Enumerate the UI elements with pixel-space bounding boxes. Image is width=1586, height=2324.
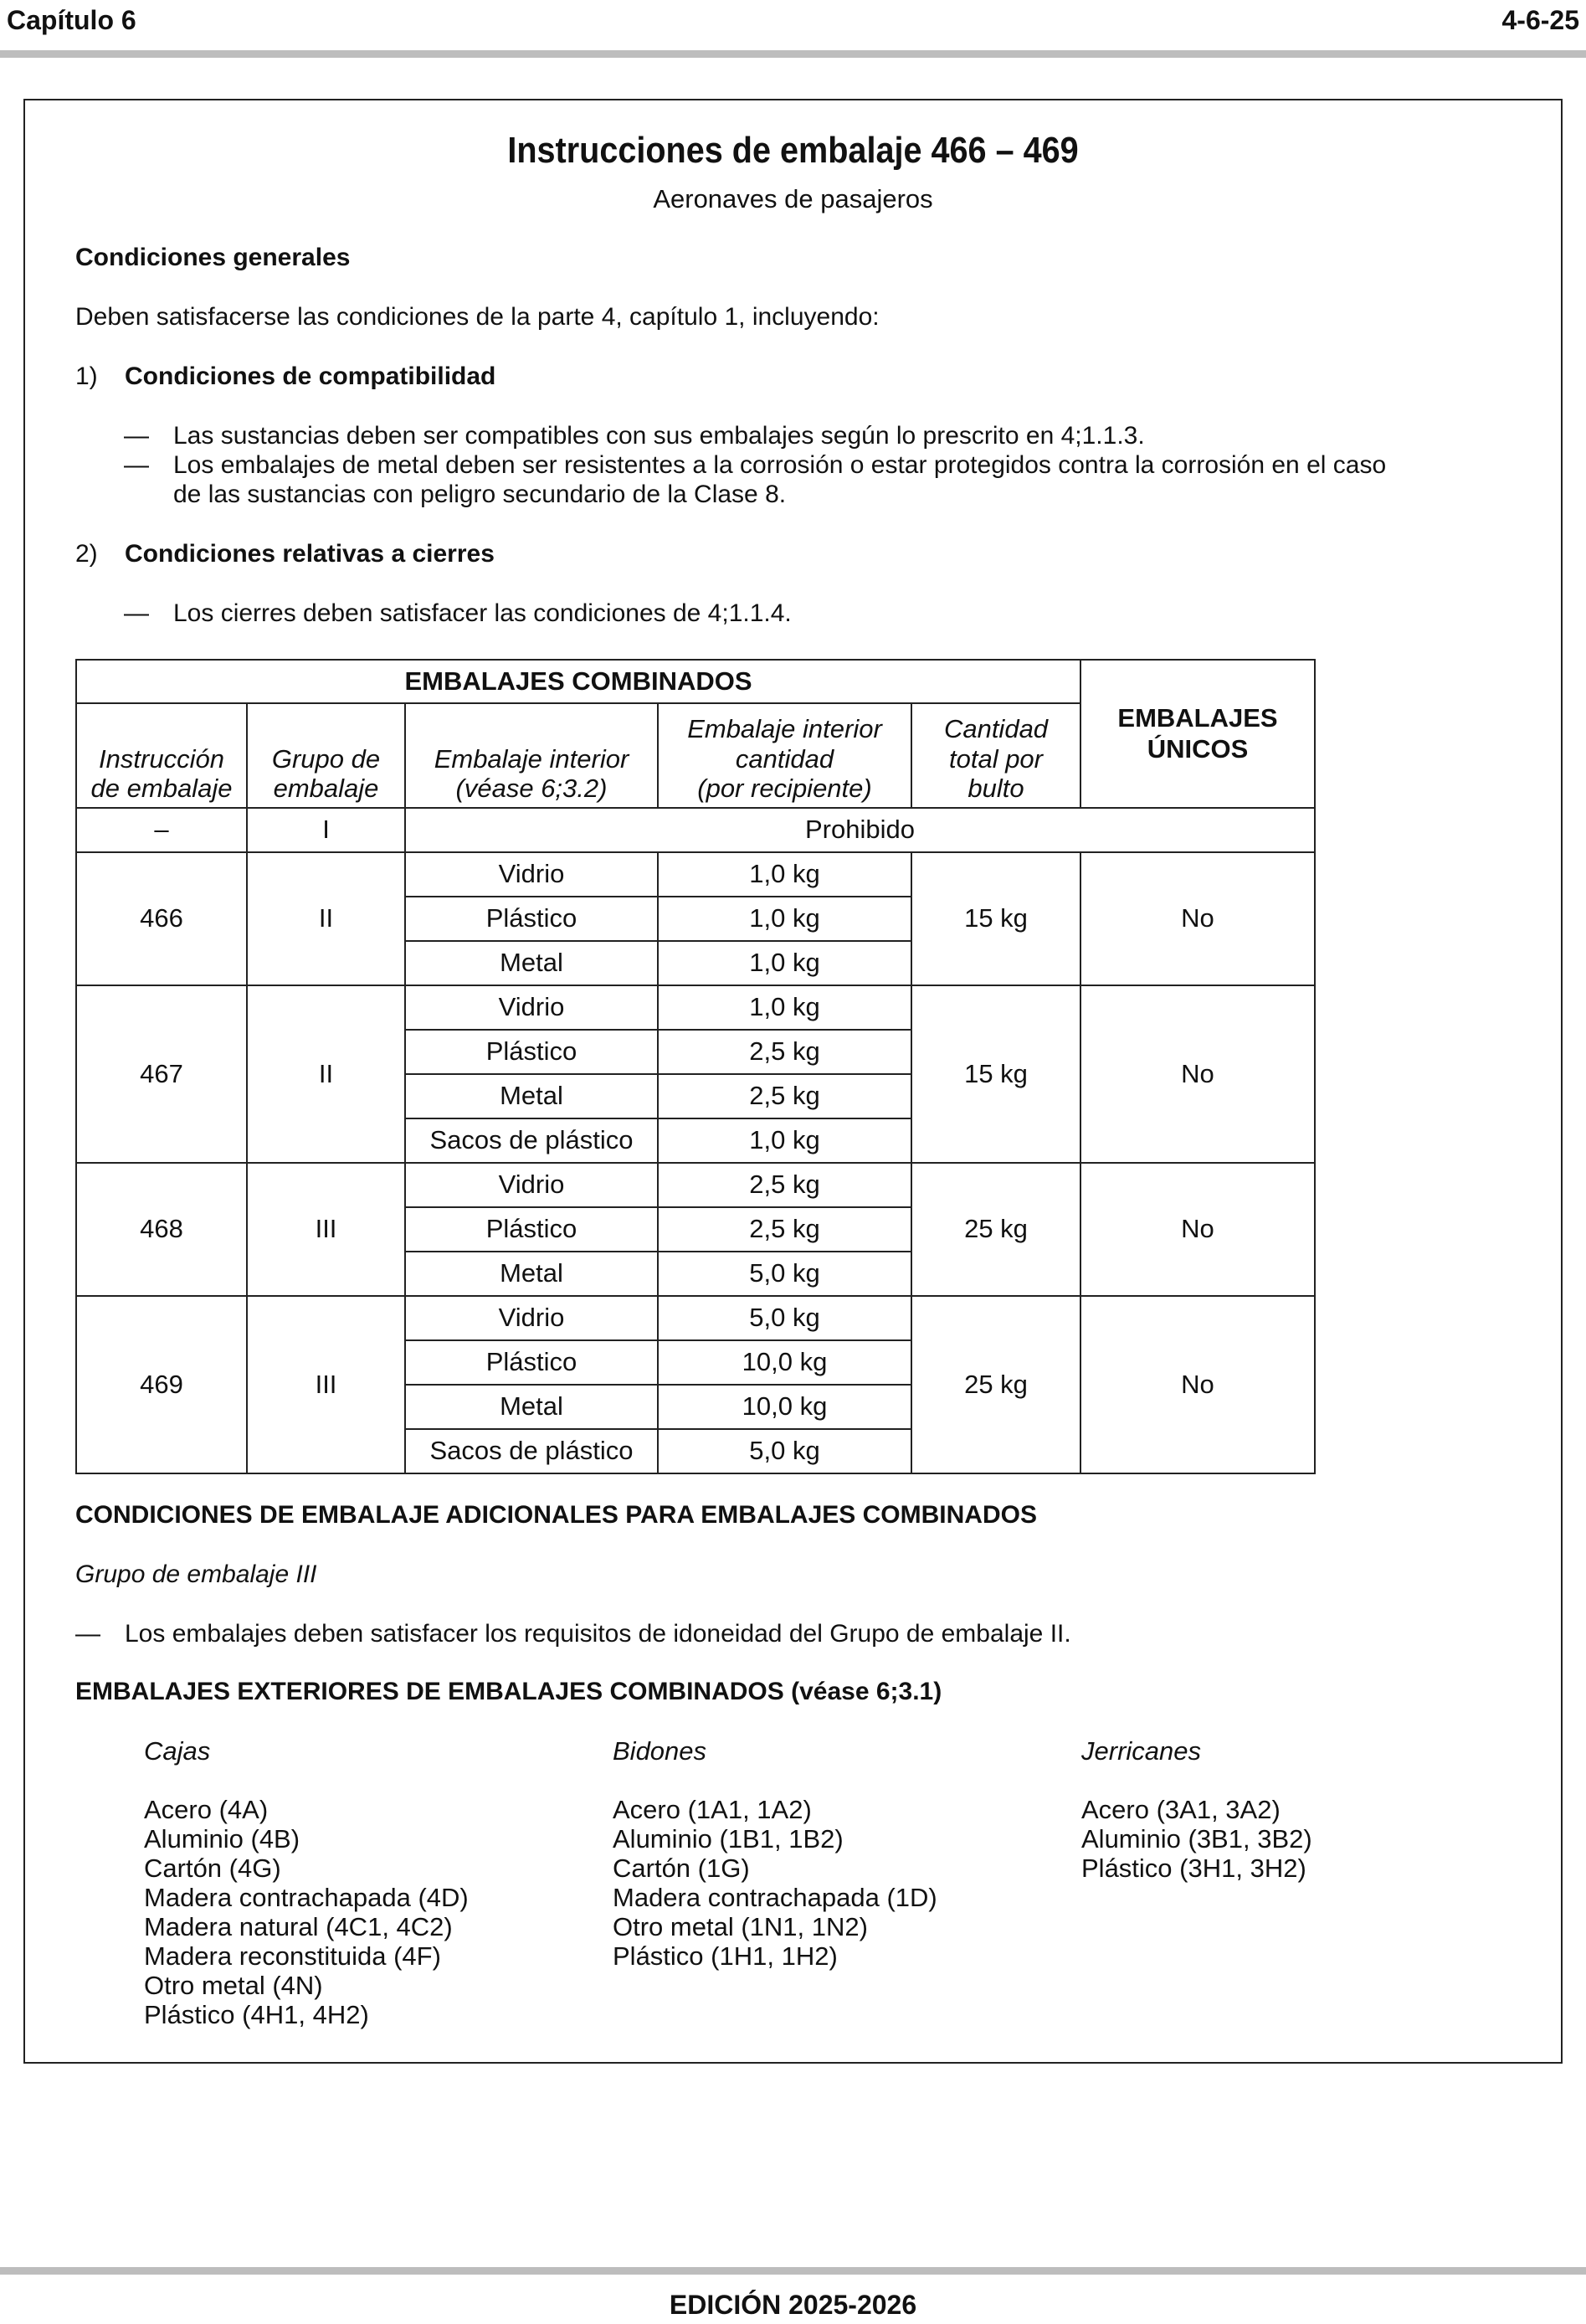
inner-quantity: 1,0 kg — [658, 852, 911, 897]
col-inner-header — [405, 703, 658, 808]
closure-bullet-1: Los cierres deben satisfacer las condiciones de 4;1.1.4. — [173, 599, 792, 627]
inner-quantity: 5,0 kg — [658, 1252, 911, 1296]
header-line: Cantidad — [943, 714, 1049, 744]
list-item: Acero (3A1, 3A2) — [1081, 1795, 1281, 1824]
list-item: Aluminio (3B1, 3B2) — [1081, 1824, 1312, 1854]
total-per-package: 25 kg — [911, 1163, 1080, 1296]
page-subtitle: Aeronaves de pasajeros — [653, 184, 933, 213]
header-line: de embalaje — [90, 774, 233, 804]
packing-table — [75, 659, 1316, 1474]
list-item: Acero (1A1, 1A2) — [613, 1795, 812, 1824]
packing-instruction-box — [23, 99, 1563, 2064]
table-row — [76, 1296, 1315, 1340]
header-line: cantidad — [735, 743, 834, 774]
inner-quantity: 1,0 kg — [658, 1118, 911, 1163]
single-packagings: No — [1080, 1163, 1315, 1296]
outer-column-drums — [613, 1736, 937, 1971]
outer-column-title: Cajas — [144, 1736, 211, 1766]
single-packagings: No — [1080, 985, 1315, 1163]
list-item: Aluminio (4B) — [144, 1824, 300, 1854]
instruction-number: 466 — [76, 852, 247, 985]
header-line: Instrucción — [99, 743, 224, 774]
inner-packaging: Sacos de plástico — [405, 1118, 658, 1163]
inner-packaging: Plástico — [405, 1340, 658, 1385]
inner-quantity: 2,5 kg — [658, 1207, 911, 1252]
list-item: Plástico (1H1, 1H2) — [613, 1941, 838, 1971]
inner-quantity: 1,0 kg — [658, 897, 911, 941]
inner-packaging: Plástico — [405, 1030, 658, 1074]
instruction-number: 469 — [76, 1296, 247, 1473]
table-row — [76, 985, 1315, 1030]
item2-number: 2) — [75, 540, 98, 568]
item1-number: 1) — [75, 362, 98, 390]
list-item: Madera contrachapada (4D) — [144, 1883, 469, 1912]
forbidden-instruction: – — [76, 808, 247, 852]
edition-footer: EDICIÓN 2025-2026 — [669, 2290, 917, 2320]
packing-group: II — [247, 852, 405, 985]
page-number: 4-6-25 — [1501, 5, 1579, 35]
list-item: Cartón (1G) — [613, 1854, 750, 1883]
packing-group: II — [247, 985, 405, 1163]
single-packagings: No — [1080, 1296, 1315, 1473]
item2-title: Condiciones relativas a cierres — [125, 540, 495, 568]
packing-group: III — [247, 1163, 405, 1296]
combined-packagings-header: EMBALAJES COMBINADOS — [76, 660, 1080, 703]
inner-packaging: Plástico — [405, 897, 658, 941]
table-row-forbidden — [76, 808, 1315, 852]
inner-packaging: Vidrio — [405, 1163, 658, 1207]
inner-packaging: Vidrio — [405, 852, 658, 897]
outer-column-boxes — [144, 1736, 469, 2029]
list-item: Madera contrachapada (1D) — [613, 1883, 937, 1912]
inner-quantity: 10,0 kg — [658, 1385, 911, 1429]
instruction-number: 467 — [76, 985, 247, 1163]
inner-quantity: 1,0 kg — [658, 985, 911, 1030]
inner-packaging: Plástico — [405, 1207, 658, 1252]
list-item: Madera reconstituida (4F) — [144, 1941, 441, 1971]
inner-quantity: 10,0 kg — [658, 1340, 911, 1385]
dash-bullet: — — [124, 599, 149, 627]
table-row — [76, 852, 1315, 897]
inner-quantity: 2,5 kg — [658, 1163, 911, 1207]
list-item: Otro metal (1N1, 1N2) — [613, 1912, 868, 1941]
inner-packaging: Metal — [405, 941, 658, 985]
inner-quantity: 5,0 kg — [658, 1296, 911, 1340]
dash-bullet: — — [124, 422, 149, 450]
header-line: embalaje — [273, 774, 379, 804]
inner-packaging: Metal — [405, 1385, 658, 1429]
dash-bullet: — — [75, 1620, 100, 1648]
inner-packaging: Sacos de plástico — [405, 1429, 658, 1473]
inner-packaging: Vidrio — [405, 1296, 658, 1340]
forbidden-text: Prohibido — [405, 808, 1315, 852]
compat-bullet-1: Las sustancias deben ser compatibles con sus embalajes según lo prescrito en 4;1.1.3. — [173, 422, 1145, 450]
additional-heading: CONDICIONES DE EMBALAJE ADICIONALES PARA EMBALAJES COMBINADOS — [75, 1501, 1037, 1529]
header-line: Embalaje interior — [687, 714, 882, 744]
single-packagings: No — [1080, 852, 1315, 985]
outer-column-title: Bidones — [613, 1736, 707, 1766]
compat-bullet-2: Los embalajes de metal deben ser resistentes a la corrosión o estar protegidos contra la corrosión en el caso — [173, 451, 1387, 479]
item1-title: Condiciones de compatibilidad — [125, 362, 496, 390]
header-line: Grupo de — [271, 743, 381, 774]
total-per-package: 15 kg — [911, 985, 1080, 1163]
chapter-label: Capítulo 6 — [7, 5, 136, 35]
single-packagings-header — [1080, 660, 1315, 808]
list-item: Acero (4A) — [144, 1795, 269, 1824]
additional-subheading: Grupo de embalaje III — [75, 1560, 317, 1588]
table-row — [76, 1163, 1315, 1207]
header-line: total por — [948, 743, 1043, 774]
col-instruction-header — [76, 703, 247, 808]
header-rule — [0, 50, 1586, 58]
general-heading: Condiciones generales — [75, 244, 351, 271]
compat-bullet-2-cont: de las sustancias con peligro secundario de la Clase 8. — [173, 481, 787, 508]
forbidden-group: I — [247, 808, 405, 852]
outer-heading: EMBALAJES EXTERIORES DE EMBALAJES COMBINADOS (véase 6;3.1) — [75, 1678, 942, 1705]
single-header-line1: EMBALAJES — [1117, 702, 1278, 733]
col-inner-qty-header — [658, 703, 911, 808]
list-item: Plástico (3H1, 3H2) — [1081, 1854, 1306, 1883]
outer-column-title: Jerricanes — [1081, 1736, 1201, 1766]
header-line: (por recipiente) — [697, 774, 872, 804]
instruction-number: 468 — [76, 1163, 247, 1296]
col-group-header — [247, 703, 405, 808]
page-title: Instrucciones de embalaje 466 – 469 — [507, 130, 1079, 171]
total-per-package: 25 kg — [911, 1296, 1080, 1473]
list-item: Plástico (4H1, 4H2) — [144, 2000, 369, 2029]
table-header-row — [76, 660, 1315, 703]
inner-quantity: 5,0 kg — [658, 1429, 911, 1473]
inner-packaging: Vidrio — [405, 985, 658, 1030]
general-intro: Deben satisfacerse las condiciones de la parte 4, capítulo 1, incluyendo: — [75, 303, 880, 331]
inner-quantity: 2,5 kg — [658, 1074, 911, 1118]
list-item: Madera natural (4C1, 4C2) — [144, 1912, 453, 1941]
list-item: Cartón (4G) — [144, 1854, 281, 1883]
header-line: Embalaje interior — [434, 743, 629, 774]
col-total-header — [911, 703, 1080, 808]
inner-packaging: Metal — [405, 1252, 658, 1296]
packing-group: III — [247, 1296, 405, 1473]
list-item: Aluminio (1B1, 1B2) — [613, 1824, 844, 1854]
footer-rule — [0, 2267, 1586, 2275]
dash-bullet: — — [124, 451, 149, 479]
list-item: Otro metal (4N) — [144, 1971, 323, 2000]
inner-quantity: 1,0 kg — [658, 941, 911, 985]
inner-quantity: 2,5 kg — [658, 1030, 911, 1074]
outer-column-jerricans — [1081, 1736, 1312, 1883]
header-line: bulto — [968, 774, 1024, 804]
single-header-line2: ÚNICOS — [1147, 733, 1249, 764]
additional-bullet: Los embalajes deben satisfacer los requisitos de idoneidad del Grupo de embalaje II. — [125, 1620, 1071, 1648]
header-line: (véase 6;3.2) — [455, 774, 608, 804]
total-per-package: 15 kg — [911, 852, 1080, 985]
inner-packaging: Metal — [405, 1074, 658, 1118]
